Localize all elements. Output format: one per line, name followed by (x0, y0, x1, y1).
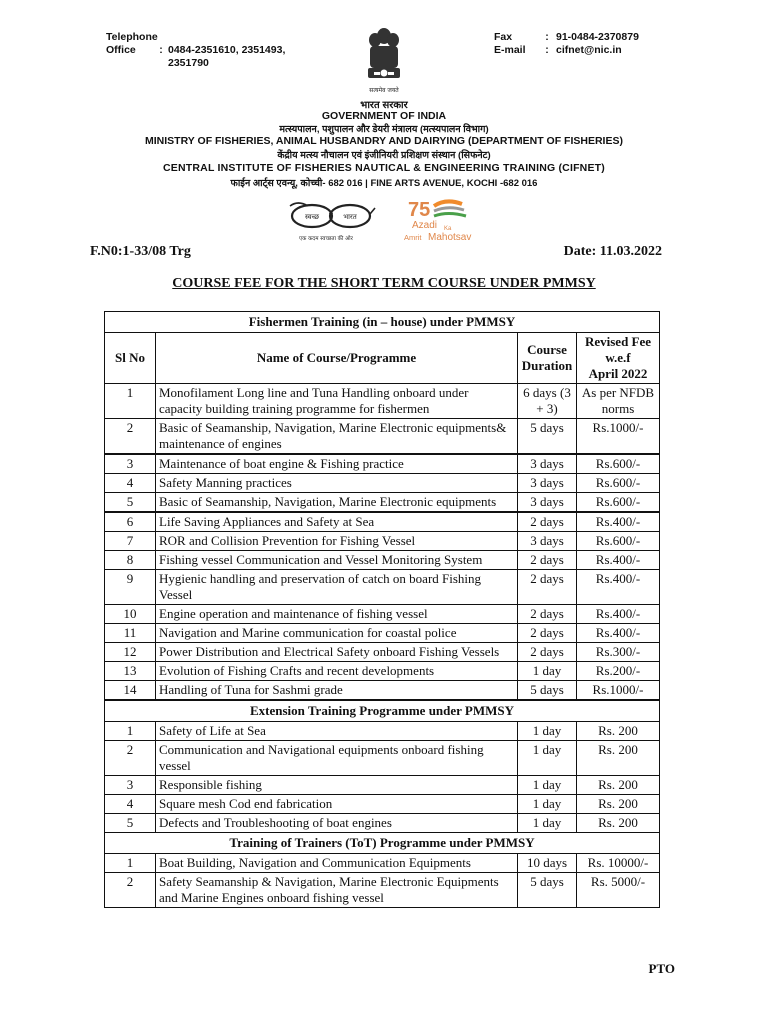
office-separator: : (159, 44, 163, 56)
section-title-tot: Training of Trainers (ToT) Programme under PMMSY (105, 833, 660, 854)
section-header-fishermen (105, 312, 660, 333)
cell-duration: 5 days (518, 681, 577, 701)
azadi-mahotsav-text: Mahotsav (428, 232, 472, 243)
azadi-text: Azadi (412, 220, 438, 231)
fax-value: 91-0484-2370879 (556, 31, 639, 43)
table-row (105, 512, 660, 532)
cell-course-name: Life Saving Appliances and Safety at Sea (156, 512, 518, 532)
please-turn-over: PTO (648, 961, 675, 976)
cell-duration: 2 days (518, 643, 577, 662)
cell-sl-no: 14 (105, 681, 156, 701)
cell-duration: 2 days (518, 512, 577, 532)
cell-course-name: Engine operation and maintenance of fishing vessel (156, 605, 518, 624)
cell-sl-no: 4 (105, 474, 156, 493)
cell-course-name: Safety of Life at Sea (156, 722, 518, 741)
cell-fee: Rs.600/- (577, 493, 660, 513)
cell-sl-no: 1 (105, 384, 156, 419)
cell-sl-no: 7 (105, 532, 156, 551)
telephone-block (106, 31, 285, 70)
cell-fee: Rs. 200 (577, 795, 660, 814)
cell-sl-no: 8 (105, 551, 156, 570)
email-separator: : (545, 44, 549, 56)
table-row (105, 776, 660, 795)
cell-duration: 5 days (518, 419, 577, 455)
table-row (105, 474, 660, 493)
cell-duration: 1 day (518, 741, 577, 776)
table-row (105, 493, 660, 513)
emblem-motto: सत्यमेव जयते (369, 87, 399, 94)
cell-duration: 2 days (518, 624, 577, 643)
header-fee-line2: w.e.f (605, 350, 631, 365)
cell-sl-no: 3 (105, 776, 156, 795)
office-numbers: 0484-2351610, 2351493, (168, 44, 286, 56)
cell-course-name: Fishing vessel Communication and Vessel Monitoring System (156, 551, 518, 570)
office-label: Office (106, 44, 136, 56)
cell-fee: Rs.400/- (577, 512, 660, 532)
cell-sl-no: 5 (105, 814, 156, 833)
cell-course-name: Square mesh Cod end fabrication (156, 795, 518, 814)
table-row (105, 384, 660, 419)
fax-separator: : (545, 31, 549, 43)
cell-sl-no: 2 (105, 741, 156, 776)
cell-duration: 1 day (518, 722, 577, 741)
cell-duration: 3 days (518, 493, 577, 513)
table-row (105, 722, 660, 741)
cell-sl-no: 6 (105, 512, 156, 532)
cell-course-name: Defects and Troubleshooting of boat engines (156, 814, 518, 833)
cell-sl-no: 2 (105, 873, 156, 908)
swachh-bharat-logo-icon (286, 198, 376, 244)
cell-fee: Rs.600/- (577, 454, 660, 474)
institute-hindi-line: केंद्रीय मत्स्य नौचालन एवं इंजीनियरी प्रशिक्षण संस्थान (सिफनेट) (277, 150, 491, 161)
table-row (105, 681, 660, 701)
table-row (105, 854, 660, 873)
azadi-number: 75 (408, 199, 431, 221)
cell-duration: 1 day (518, 814, 577, 833)
cell-course-name: Navigation and Marine communication for coastal police (156, 624, 518, 643)
cell-fee: Rs.600/- (577, 474, 660, 493)
cell-course-name: Evolution of Fishing Crafts and recent developments (156, 662, 518, 681)
table-row (105, 643, 660, 662)
cell-sl-no: 2 (105, 419, 156, 455)
fax-label: Fax (494, 31, 513, 43)
header-fee-line3: April 2022 (588, 366, 648, 381)
cell-sl-no: 13 (105, 662, 156, 681)
table-row (105, 662, 660, 681)
azadi-amrit-text: Amrit (404, 233, 422, 242)
course-fee-table (104, 311, 660, 908)
table-row (105, 419, 660, 455)
govt-line: GOVERNMENT OF INDIA (321, 110, 447, 122)
cell-fee: Rs. 10000/- (577, 854, 660, 873)
cell-duration: 3 days (518, 474, 577, 493)
cell-duration: 3 days (518, 532, 577, 551)
document-date: Date: 11.03.2022 (563, 244, 662, 259)
table-row (105, 814, 660, 833)
govt-hindi-line: भारत सरकार (360, 100, 408, 111)
cell-sl-no: 1 (105, 722, 156, 741)
cell-fee: Rs.600/- (577, 532, 660, 551)
cell-course-name: ROR and Collision Prevention for Fishing Vessel (156, 532, 518, 551)
cell-course-name: Maintenance of boat engine & Fishing practice (156, 454, 518, 474)
table-row (105, 605, 660, 624)
course-fee-table-body (105, 312, 660, 908)
cell-fee: Rs. 200 (577, 722, 660, 741)
cell-sl-no: 10 (105, 605, 156, 624)
ministry-hindi-line: मत्स्यपालन, पशुपालन और डेयरी मंत्रालय (मत्स्यपालन विभाग) (279, 124, 489, 135)
table-row (105, 570, 660, 605)
header-revised-fee (577, 333, 660, 384)
table-row (105, 551, 660, 570)
section-title-fishermen: Fishermen Training (in – house) under PMMSY (105, 312, 660, 333)
cell-sl-no: 11 (105, 624, 156, 643)
section-title-extension: Extension Training Programme under PMMSY (105, 700, 660, 722)
header-course-name: Name of Course/Programme (156, 333, 518, 384)
telephone-label: Telephone (106, 31, 158, 43)
cell-course-name: Hygienic handling and preservation of catch on board Fishing Vessel (156, 570, 518, 605)
cell-duration: 5 days (518, 873, 577, 908)
file-number: F.N0:1-33/08 Trg (90, 244, 191, 259)
cell-duration: 10 days (518, 854, 577, 873)
address-line: फाईन आर्ट्स एवन्यू, कोच्ची- 682 016 | FINE ARTS AVENUE, KOCHI -682 016 (230, 178, 538, 189)
cell-course-name: Boat Building, Navigation and Communication Equipments (156, 854, 518, 873)
cell-sl-no: 9 (105, 570, 156, 605)
header-duration-line1: Course (527, 342, 567, 357)
cell-fee: Rs.400/- (577, 570, 660, 605)
cell-fee: Rs.400/- (577, 551, 660, 570)
table-row (105, 624, 660, 643)
header-sl-no: Sl No (105, 333, 156, 384)
cell-fee: Rs. 5000/- (577, 873, 660, 908)
azadi-ka-amrit-mahotsav-logo-icon (404, 196, 478, 244)
azadi-ka-text: Ka (444, 226, 452, 232)
cell-duration: 3 days (518, 454, 577, 474)
institute-line: CENTRAL INSTITUTE OF FISHERIES NAUTICAL & ENGINEERING TRAINING (CIFNET) (163, 162, 605, 174)
email-label: E-mail (494, 44, 526, 56)
cell-duration: 1 day (518, 795, 577, 814)
cell-sl-no: 5 (105, 493, 156, 513)
office-numbers-continued: 2351790 (168, 57, 209, 69)
section-header-tot (105, 833, 660, 854)
cell-duration: 1 day (518, 776, 577, 795)
email-value: cifnet@nic.in (556, 44, 622, 56)
table-row (105, 741, 660, 776)
cell-course-name: Power Distribution and Electrical Safety onboard Fishing Vessels (156, 643, 518, 662)
cell-fee: Rs. 200 (577, 776, 660, 795)
cell-sl-no: 3 (105, 454, 156, 474)
table-row (105, 795, 660, 814)
cell-course-name: Safety Manning practices (156, 474, 518, 493)
cell-course-name: Handling of Tuna for Sashmi grade (156, 681, 518, 701)
header-duration-line2: Duration (521, 358, 573, 373)
cell-fee: Rs.1000/- (577, 681, 660, 701)
table-header-row (105, 333, 660, 384)
cell-fee: Rs.400/- (577, 624, 660, 643)
cell-duration: 2 days (518, 570, 577, 605)
cell-sl-no: 1 (105, 854, 156, 873)
cell-fee: Rs.1000/- (577, 419, 660, 455)
cell-fee: Rs.400/- (577, 605, 660, 624)
cell-sl-no: 4 (105, 795, 156, 814)
cell-duration: 1 day (518, 662, 577, 681)
fax-email-block (494, 31, 639, 57)
table-row (105, 532, 660, 551)
swachh-left-text: स्वच्छ (304, 213, 320, 221)
section-header-extension (105, 700, 660, 722)
cell-course-name: Basic of Seamanship, Navigation, Marine Electronic equipments (156, 493, 518, 513)
ministry-line: MINISTRY OF FISHERIES, ANIMAL HUSBANDRY AND DAIRYING (DEPARTMENT OF FISHERIES) (145, 135, 623, 147)
cell-fee: Rs. 200 (577, 814, 660, 833)
table-row (105, 454, 660, 474)
cell-fee: Rs. 200 (577, 741, 660, 776)
cell-course-name: Safety Seamanship & Navigation, Marine Electronic Equipments and Marine Engines onboard fishing vessel (156, 873, 518, 908)
cell-fee: Rs.300/- (577, 643, 660, 662)
swachh-right-text: भारत (343, 213, 357, 221)
cell-course-name: Communication and Navigational equipments onboard fishing vessel (156, 741, 518, 776)
header-fee-line1: Revised Fee (584, 334, 652, 349)
cell-duration: 2 days (518, 605, 577, 624)
header-duration (518, 333, 577, 384)
table-row (105, 873, 660, 908)
cell-fee: Rs.200/- (577, 662, 660, 681)
swachh-tagline: एक कदम स्वच्छता की ओर (299, 236, 353, 242)
cell-course-name: Monofilament Long line and Tuna Handling onboard under capacity building training programme for fishermen (156, 384, 518, 419)
national-emblem-icon (360, 26, 408, 98)
cell-course-name: Responsible fishing (156, 776, 518, 795)
cell-duration: 6 days (3 + 3) (518, 384, 577, 419)
cell-sl-no: 12 (105, 643, 156, 662)
cell-course-name: Basic of Seamanship, Navigation, Marine Electronic equipments& maintenance of engines (156, 419, 518, 455)
cell-duration: 2 days (518, 551, 577, 570)
cell-fee: As per NFDB norms (577, 384, 660, 419)
document-title: COURSE FEE FOR THE SHORT TERM COURSE UNDER PMMSY (172, 276, 596, 291)
